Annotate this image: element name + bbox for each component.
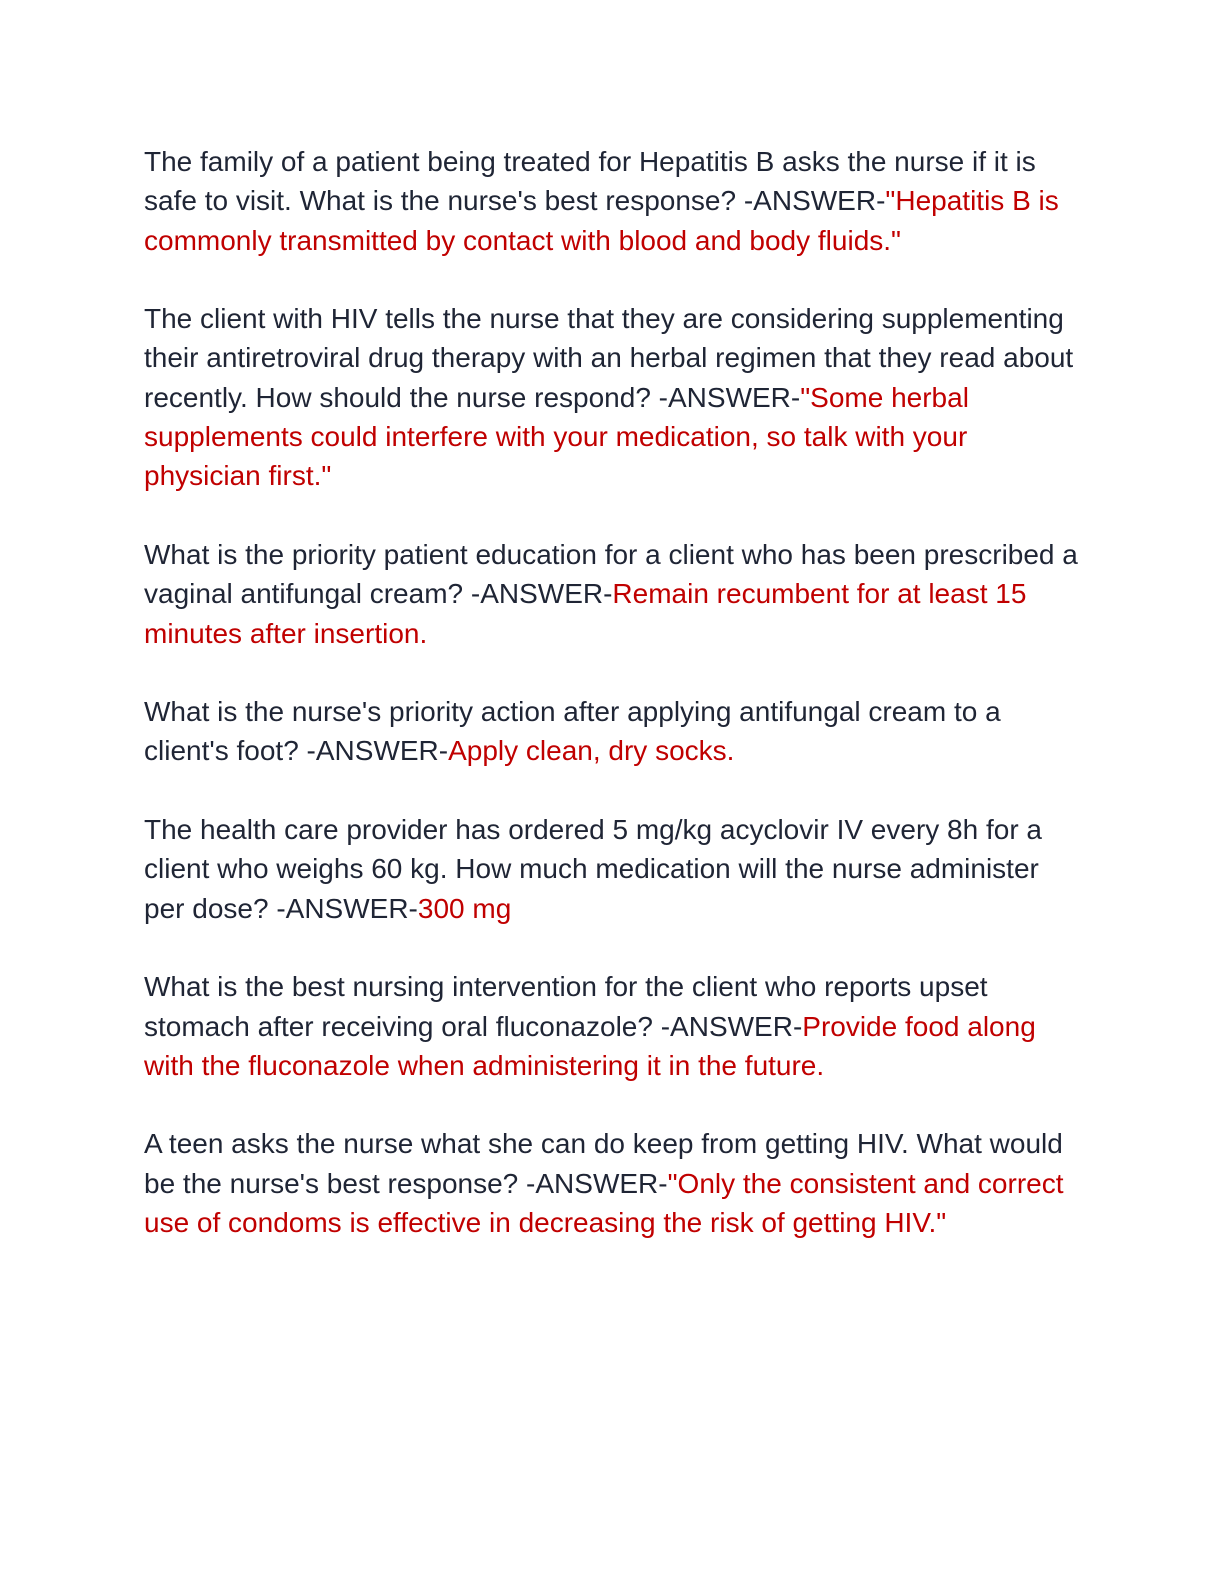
answer-text: Provide food along with the fluconazole when administering it in the future. [144, 1010, 1036, 1081]
question-text: The client with HIV tells the nurse that they are considering supplementing their antiretroviral drug therapy with an herbal regimen that they read about recently. How should the nurse respond? [144, 303, 1074, 413]
answer-marker: -ANSWER- [276, 892, 418, 924]
answer-text: "Only the consistent and correct use of condoms is effective in decreasing the risk of getting HIV." [144, 1167, 1064, 1239]
answer-marker: -ANSWER- [526, 1167, 668, 1199]
question-text: What is the best nursing intervention for the client who reports upset stomach after receiving oral fluconazole? [144, 971, 988, 1042]
answer-text: Apply clean, dry socks. [448, 735, 735, 767]
question-text: The health care provider has ordered 5 mg/kg acyclovir IV every 8h for a client who weighs 60 kg. How much medication will the nurse administer per dose? [144, 814, 1042, 924]
question-text: What is the nurse's priority action after applying antifungal cream to a client's foot? [144, 696, 1001, 767]
qa-item-6 [144, 967, 1084, 1085]
qa-item-4 [144, 692, 1084, 771]
answer-text: Remain recumbent for at least 15 minutes after insertion. [144, 578, 1027, 649]
answer-marker: -ANSWER- [743, 185, 886, 217]
answer-marker: -ANSWER- [658, 381, 801, 413]
answer-text: 300 mg [417, 892, 512, 924]
question-text: What is the priority patient education for a client who has been prescribed a vaginal antifungal cream? [144, 538, 1078, 610]
question-text: A teen asks the nurse what she can do keep from getting HIV. What would be the nurse's best response? [144, 1128, 1063, 1199]
qa-item-1 [144, 142, 1084, 260]
answer-marker: -ANSWER- [660, 1010, 803, 1042]
answer-marker: -ANSWER- [306, 735, 449, 767]
question-text: The family of a patient being treated for Hepatitis B asks the nurse if it is safe to visit. What is the nurse's best response? [144, 146, 1036, 217]
answer-text: "Some herbal supplements could interfere with your medication, so talk with your physician first." [144, 381, 969, 492]
answer-text: "Hepatitis B is commonly transmitted by contact with blood and body fluids." [144, 185, 1059, 256]
qa-item-3 [144, 535, 1084, 653]
qa-item-5 [144, 810, 1084, 928]
qa-item-2 [144, 299, 1084, 495]
document-page [144, 142, 1084, 1282]
qa-item-7 [144, 1124, 1084, 1242]
answer-marker: -ANSWER- [470, 578, 613, 610]
